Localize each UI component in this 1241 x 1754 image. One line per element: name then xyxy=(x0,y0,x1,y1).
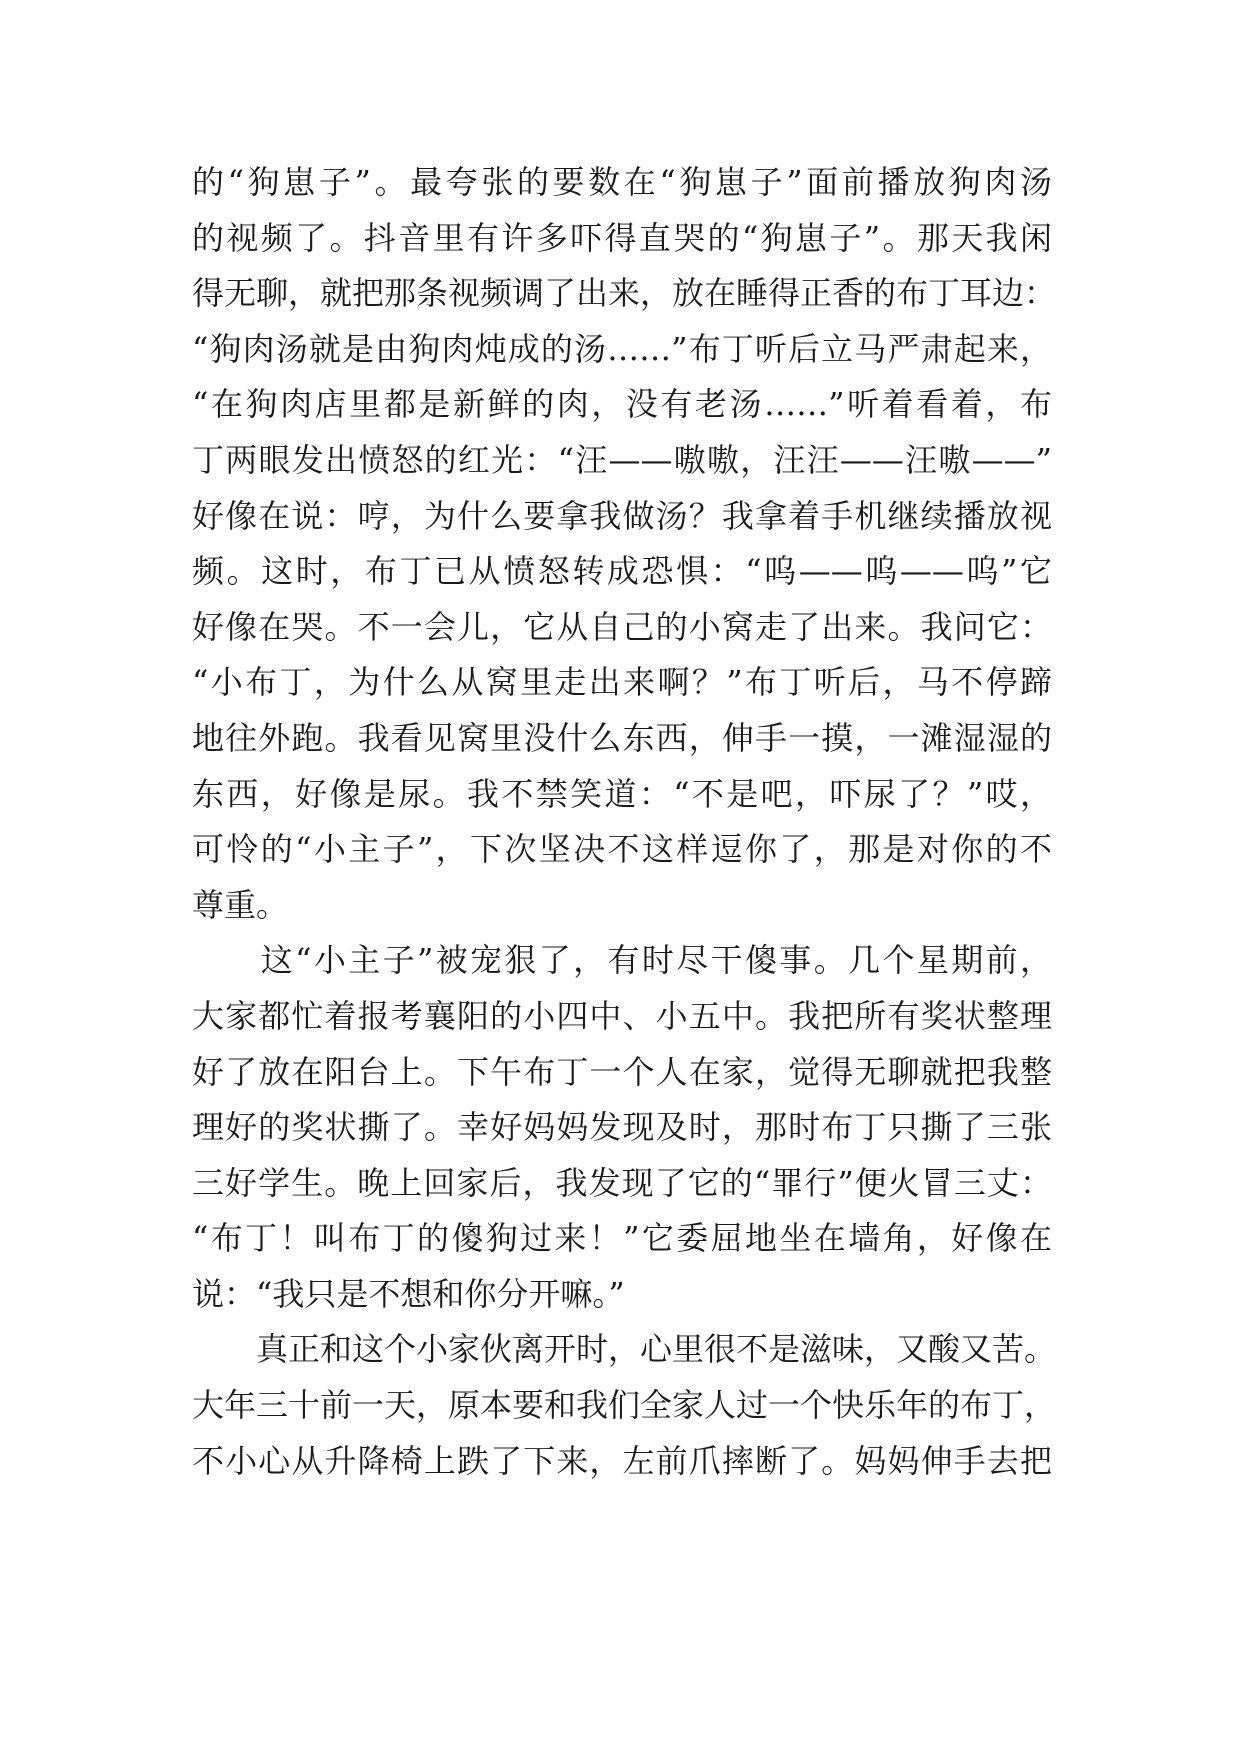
text-line: 好像在说：哼，为什么要拿我做汤？我拿着手机继续播放视 xyxy=(192,496,1052,535)
text-line: 的“狗崽子”。最夸张的要数在“狗崽子”面前播放狗肉汤 xyxy=(192,163,1052,201)
text-line: 不小心从升降椅上跌了下来，左前爪摔断了。妈妈伸手去把 xyxy=(192,1441,1052,1480)
paragraph-start-line: 这“小主子”被宠狠了，有时尽干傻事。几个星期前， xyxy=(192,941,1052,980)
paragraph-start-line: 真正和这个小家伙离开时，心里很不是滋味，又酸又苦。 xyxy=(192,1330,1057,1369)
text-line: 大年三十前一天，原本要和我们全家人过一个快乐年的布丁， xyxy=(192,1386,1057,1425)
text-line: 可怜的“小主子”，下次坚决不这样逗你了，那是对你的不 xyxy=(192,830,1052,869)
paragraph-end-line: 尊重。 xyxy=(192,885,289,924)
text-line: 好了放在阳台上。下午布丁一个人在家，觉得无聊就把我整 xyxy=(192,1052,1052,1091)
text-line: 三好学生。晚上回家后，我发现了它的“罪行”便火冒三丈： xyxy=(192,1163,1052,1202)
text-line: “布丁！叫布丁的傻狗过来！”它委屈地坐在墙角，好像在 xyxy=(192,1219,1052,1258)
text-line: 理好的奖状撕了。幸好妈妈发现及时，那时布丁只撕了三张 xyxy=(192,1108,1052,1147)
text-line: 东西，好像是尿。我不禁笑道：“不是吧，吓尿了？”哎， xyxy=(192,774,1052,813)
text-line: “狗肉汤就是由狗肉炖成的汤……”布丁听后立马严肃起来， xyxy=(192,329,1052,368)
text-line: “在狗肉店里都是新鲜的肉，没有老汤……”听着看着，布 xyxy=(192,385,1052,424)
text-line: 得无聊，就把那条视频调了出来，放在睡得正香的布丁耳边： xyxy=(192,274,1057,313)
text-line: 大家都忙着报考襄阳的小四中、小五中。我把所有奖状整理 xyxy=(192,996,1052,1035)
body-text xyxy=(192,155,1057,1489)
text-line: 好像在哭。不一会儿，它从自己的小窝走了出来。我问它： xyxy=(192,607,1052,646)
text-line: 频。这时，布丁已从愤怒转成恐惧：“呜——呜——呜”它 xyxy=(192,552,1052,591)
text-line: 丁两眼发出愤怒的红光：“汪——嗷嗷，汪汪——汪嗷——” xyxy=(192,440,1052,479)
text-line: 的视频了。抖音里有许多吓得直哭的“狗崽子”。那天我闲 xyxy=(192,218,1052,257)
text-line: 地往外跑。我看见窝里没什么东西，伸手一摸，一滩湿湿的 xyxy=(192,718,1052,757)
paragraph-end-line: 说：“我只是不想和你分开嘛。” xyxy=(192,1274,625,1313)
text-line: “小布丁，为什么从窝里走出来啊？”布丁听后，马不停蹄 xyxy=(192,663,1052,702)
